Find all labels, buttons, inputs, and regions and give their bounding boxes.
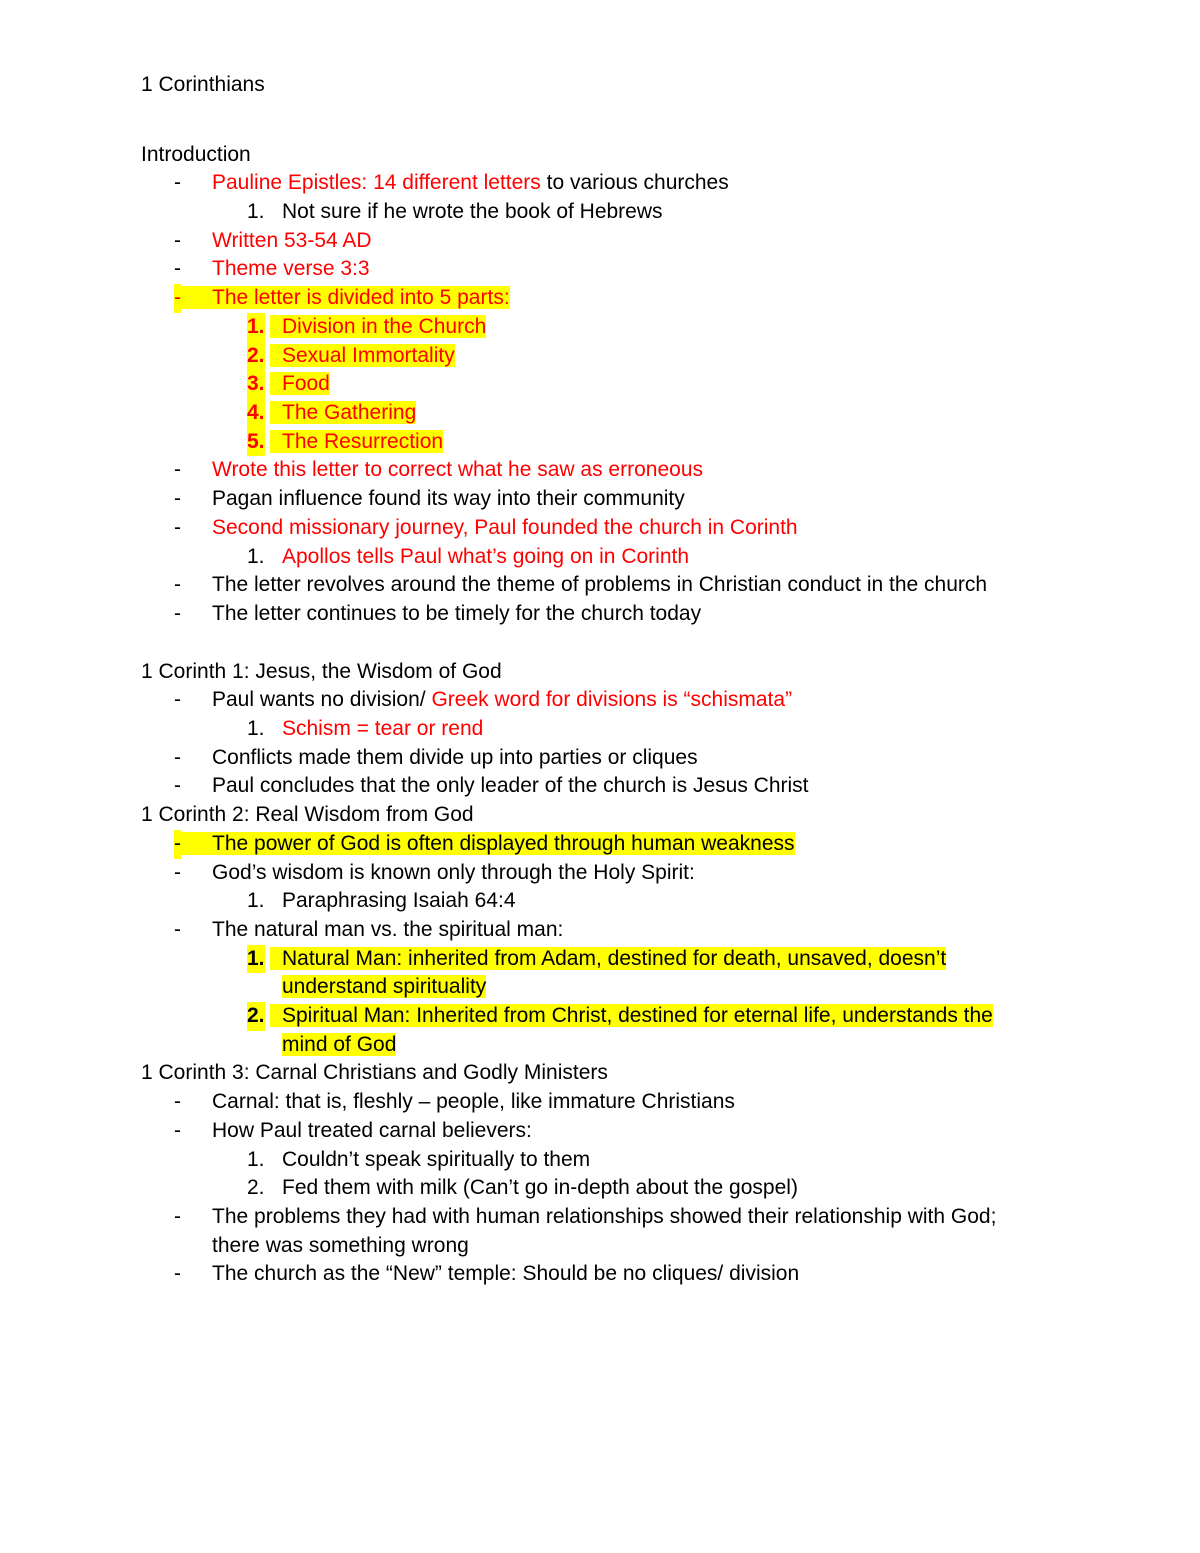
bullet-item <box>141 744 1200 773</box>
bullet-marker: - <box>174 257 181 281</box>
numbered-item-text: Division in the Church <box>270 315 486 338</box>
bullet-item <box>141 571 1200 600</box>
numbered-item <box>141 198 1200 227</box>
bullet-text-red: Written 53-54 AD <box>212 228 372 252</box>
numbered-item-text: Food <box>270 372 330 395</box>
number-marker: 1. <box>247 945 265 974</box>
numbered-item <box>141 1174 1200 1203</box>
numbered-item-text: Couldn’t speak spiritually to them <box>282 1147 591 1171</box>
number-marker: 1. <box>247 1147 265 1171</box>
section-heading-chapter-2: 1 Corinth 2: Real Wisdom from God <box>141 803 474 827</box>
bullet-text-highlighted: The letter is divided into 5 parts: <box>174 286 510 309</box>
numbered-item-continuation <box>141 973 1200 1002</box>
document-title: 1 Corinthians <box>141 73 265 96</box>
bullet-text: The problems they had with human relationships showed their relationship with God; <box>212 1204 997 1228</box>
bullet-item <box>141 169 1200 198</box>
bullet-item <box>141 1088 1200 1117</box>
numbered-item-text: mind of God <box>282 1032 397 1056</box>
bullet-marker: - <box>174 688 181 712</box>
bullet-marker: - <box>174 284 181 313</box>
bullet-item <box>141 456 1200 485</box>
numbered-item-highlighted <box>141 342 1200 371</box>
bullet-text: to various churches <box>540 171 729 195</box>
numbered-item-text: Paraphrasing Isaiah 64:4 <box>282 889 516 913</box>
bullet-marker: - <box>174 1262 181 1286</box>
bullet-text: Pagan influence found its way into their community <box>212 487 685 511</box>
bullet-item <box>141 600 1200 629</box>
number-marker: 1. <box>247 889 265 913</box>
bullet-text: The church as the “New” temple: Should be no cliques/ division <box>212 1262 800 1286</box>
bullet-item <box>141 1260 1200 1289</box>
bullet-text-red: Greek word for divisions is “schismata” <box>431 688 793 712</box>
bullet-item-highlighted <box>141 830 1200 859</box>
bullet-item <box>141 1203 1200 1232</box>
bullet-marker: - <box>174 745 181 769</box>
numbered-item-text: Sexual Immortality <box>270 344 455 367</box>
numbered-item-continuation <box>141 1031 1200 1060</box>
numbered-item-text: Fed them with milk (Can’t go in-depth about the gospel) <box>282 1176 798 1200</box>
numbered-item-highlighted <box>141 1002 1200 1031</box>
bullet-marker: - <box>174 171 181 195</box>
bullet-marker: - <box>174 860 181 884</box>
bullet-item-continuation <box>141 1232 1200 1261</box>
bullet-text: The natural man vs. the spiritual man: <box>212 917 564 941</box>
bullet-marker: - <box>174 487 181 511</box>
bullet-item <box>141 772 1200 801</box>
numbered-item-text: Apollos tells Paul what’s going on in Corinth <box>282 544 690 568</box>
bullet-item <box>141 227 1200 256</box>
number-marker: 1. <box>247 200 265 224</box>
bullet-marker: - <box>174 228 181 252</box>
bullet-text: The letter revolves around the theme of problems in Christian conduct in the church <box>212 573 988 597</box>
numbered-item-text: Natural Man: inherited from Adam, destined for death, unsaved, doesn’t <box>270 947 946 970</box>
section-heading-chapter-3: 1 Corinth 3: Carnal Christians and Godly Ministers <box>141 1061 608 1085</box>
number-marker: 5. <box>247 428 265 457</box>
bullet-marker: - <box>174 573 181 597</box>
bullet-text: God’s wisdom is known only through the Holy Spirit: <box>212 860 695 884</box>
bullet-text: Carnal: that is, fleshly – people, like immature Christians <box>212 1090 735 1114</box>
numbered-item-text: understand spirituality <box>282 975 487 999</box>
bullet-text-red: Pauline Epistles: 14 different letters <box>212 171 541 195</box>
bullet-text: How Paul treated carnal believers: <box>212 1118 532 1142</box>
bullet-item <box>141 514 1200 543</box>
bullet-marker: - <box>174 1118 181 1142</box>
numbered-item-highlighted <box>141 370 1200 399</box>
numbered-item-highlighted <box>141 313 1200 342</box>
numbered-item <box>141 887 1200 916</box>
numbered-item-highlighted <box>141 428 1200 457</box>
bullet-text: there was something wrong <box>212 1233 469 1257</box>
bullet-text: The letter continues to be timely for the church today <box>212 601 702 625</box>
bullet-marker: - <box>174 774 181 798</box>
numbered-item <box>141 1146 1200 1175</box>
number-marker: 1. <box>247 313 265 342</box>
numbered-item <box>141 543 1200 572</box>
numbered-item-text: Spiritual Man: Inherited from Christ, destined for eternal life, understands the <box>270 1004 993 1027</box>
bullet-marker: - <box>174 917 181 941</box>
bullet-text-highlighted: The power of God is often displayed through human weakness <box>174 832 795 855</box>
bullet-text: Paul wants no division/ <box>212 688 432 712</box>
bullet-item <box>141 485 1200 514</box>
numbered-item-highlighted <box>141 399 1200 428</box>
numbered-item <box>141 715 1200 744</box>
bullet-marker: - <box>174 1090 181 1114</box>
bullet-item <box>141 255 1200 284</box>
section-heading-introduction: Introduction <box>141 142 251 166</box>
bullet-item-highlighted <box>141 284 1200 313</box>
bullet-marker: - <box>174 458 181 482</box>
bullet-item <box>141 1117 1200 1146</box>
bullet-text-red: Theme verse 3:3 <box>212 257 370 281</box>
number-marker: 4. <box>247 399 265 428</box>
number-marker: 2. <box>247 342 265 371</box>
numbered-item-text: Not sure if he wrote the book of Hebrews <box>282 200 663 224</box>
numbered-item-text: The Gathering <box>270 401 416 424</box>
bullet-text: Conflicts made them divide up into parties or cliques <box>212 745 698 769</box>
bullet-item <box>141 686 1200 715</box>
bullet-marker: - <box>174 515 181 539</box>
bullet-marker: - <box>174 1204 181 1228</box>
number-marker: 2. <box>247 1002 265 1031</box>
number-marker: 1. <box>247 717 265 741</box>
bullet-item <box>141 859 1200 888</box>
numbered-item-highlighted <box>141 945 1200 974</box>
bullet-marker: - <box>174 830 181 859</box>
bullet-item <box>141 916 1200 945</box>
number-marker: 2. <box>247 1176 265 1200</box>
section-heading-chapter-1: 1 Corinth 1: Jesus, the Wisdom of God <box>141 659 502 683</box>
numbered-item-text: The Resurrection <box>270 430 443 453</box>
numbered-item-text: Schism = tear or rend <box>282 717 484 741</box>
bullet-text-red: Second missionary journey, Paul founded the church in Corinth <box>212 515 798 539</box>
number-marker: 1. <box>247 544 265 568</box>
bullet-text: Paul concludes that the only leader of the church is Jesus Christ <box>212 774 809 798</box>
bullet-text-red: Wrote this letter to correct what he saw as erroneous <box>212 458 703 482</box>
number-marker: 3. <box>247 370 265 399</box>
bullet-marker: - <box>174 601 181 625</box>
